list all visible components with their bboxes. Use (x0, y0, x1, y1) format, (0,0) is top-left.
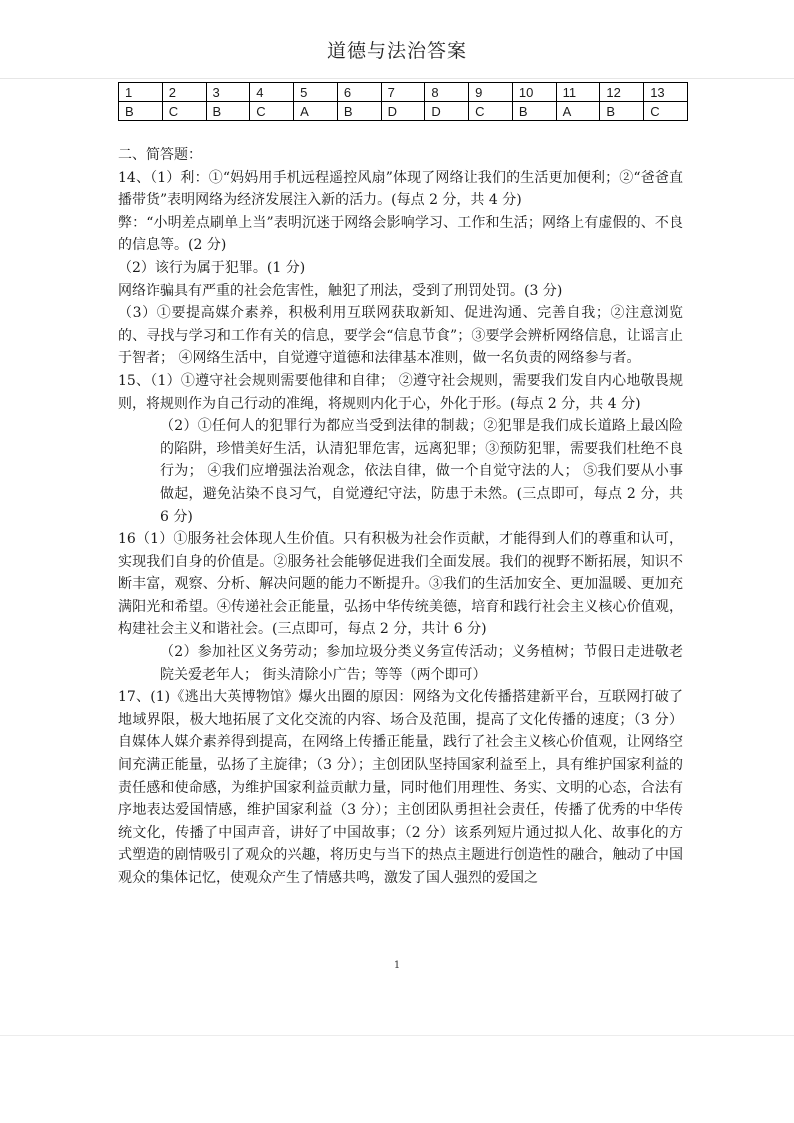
page-header (0, 0, 794, 79)
answer-cell: B (206, 102, 250, 121)
question-number-cell: 5 (294, 83, 338, 102)
answer-paragraph: 15、（1）①遵守社会规则需要他律和自律； ②遵守社会规则，需要我们发自内心地敬畏规则，将规则作为自己行动的准绳，将规则内化于心，外化于形。(每点 2 分，共 4 分) (118, 372, 683, 412)
document-title: 道德与法治答案 (326, 40, 467, 62)
question-number-cell: 6 (337, 83, 381, 102)
question-number-cell: 7 (381, 83, 425, 102)
question-number-cell: 4 (250, 83, 294, 102)
answer-cell: C (250, 102, 294, 121)
answer-paragraph: （2）该行为属于犯罪。(1 分) (118, 259, 306, 276)
answer-paragraph: （3）①要提高媒介素养，积极利用互联网获取新知、促进沟通、完善自我；②注意浏览的、寻找与学习和工作有关的信息，要学会“信息节食”；③要学会辨析网络信息，让谣言止于智者； ④网络生活中，自觉遵守道德和法律基本准则，做一名负责的网络参与者。 (118, 305, 683, 367)
answer-paragraph: 16（1）①服务社会体现人生价值。只有积极为社会作贡献，才能得到人们的尊重和认可，实现我们自身的价值是。②服务社会能够促进我们全面发展。我们的视野不断拓展，知识不断丰富，观察、分析、解决问题的能力不断提升。③我们的生活加安全、更加温暖、更加充满阳光和希望。④传递社会正能量，弘扬中华传统美德，培育和践行社会主义核心价值观，构建社会主义和谐社会。(三点即可，每点 2 分，共计 6 分) (118, 531, 683, 638)
answer-cell: B (119, 102, 163, 121)
question-number-cell: 9 (469, 83, 513, 102)
question-number-cell: 1 (119, 83, 163, 102)
question-number-cell: 2 (162, 83, 206, 102)
answer-content (118, 144, 683, 890)
answer-cell: A (556, 102, 600, 121)
answer-paragraph: 14、（1）利：①“妈妈用手机远程遥控风扇”体现了网络让我们的生活更加便利；②“爸爸直播带货”表明网络为经济发展注入新的活力。(每点 2 分，共 4 分) (118, 169, 683, 209)
answer-key-table (118, 82, 688, 121)
question-number-cell: 11 (556, 83, 600, 102)
answer-paragraphs (118, 167, 683, 890)
answer-cell: A (294, 102, 338, 121)
answer-paragraph: （2）参加社区义务劳动；参加垃圾分类义务宣传活动；义务植树；节假日走进敬老院关爱老年人； 街头清除小广告；等等（两个即可） (160, 644, 683, 683)
section-title: 二、简答题： (118, 147, 202, 163)
question-number-row (119, 83, 688, 102)
answer-cell: C (644, 102, 688, 121)
question-number-cell: 3 (206, 83, 250, 102)
question-number-cell: 13 (644, 83, 688, 102)
question-number-cell: 12 (600, 83, 644, 102)
answer-cell: D (425, 102, 469, 121)
answer-cell: B (337, 102, 381, 121)
answer-cell: C (469, 102, 513, 121)
page-divider (0, 1035, 794, 1036)
answer-paragraph: 弊：“小明差点刷单上当”表明沉迷于网络会影响学习、工作和生活；网络上有虚假的、不良的信息等。(2 分) (118, 214, 683, 254)
answer-paragraph: 网络诈骗具有严重的社会危害性，触犯了刑法，受到了刑罚处罚。(3 分) (118, 282, 563, 299)
question-number-cell: 8 (425, 83, 469, 102)
answer-cell: B (600, 102, 644, 121)
answer-row (119, 102, 688, 121)
page-number: 1 (393, 960, 401, 971)
answer-cell: D (381, 102, 425, 121)
answer-paragraph: （2）①任何人的犯罪行为都应当受到法律的制裁；②犯罪是我们成长道路上最凶险的陷阱，珍惜美好生活，认清犯罪危害，远离犯罪；③预防犯罪，需要我们杜绝不良行为； ④我们应增强法治观念，依法自律，做一个自觉守法的人； ⑤我们要从小事做起，避免沾染不良习气，自觉遵纪守法，防患于未然。(三点即可，每点 2 分，共 6 分) (160, 418, 683, 525)
answer-cell: C (162, 102, 206, 121)
answer-paragraph: 17、(1)《逃出大英博物馆》爆火出圈的原因：网络为文化传播搭建新平台，互联网打破了地域界限，极大地拓展了文化交流的内容、场合及范围，提高了文化传播的速度；（3 分）自媒体人媒介素养得到提高，在网络上传播正能量，践行了社会主义核心价值观，让网络空间充满正能量，弘扬了主旋律；（3 分）；主创团队坚持国家利益至上，具有维护国家利益的责任感和使命感，为维护国家利益贡献力量，同时他们用理性、务实、文明的心态，合法有序地表达爱国情感，维护国家利益（3 分）；主创团队勇担社会责任，传播了优秀的中华传统文化，传播了中国声音，讲好了中国故事；（2 分）该系列短片通过拟人化、故事化的方式塑造的剧情吸引了观众的兴趣，将历史与当下的热点主题进行创造性的融合，触动了中国观众的集体记忆，使观众产生了情感共鸣，激发了国人强烈的爱国之 (118, 689, 683, 886)
answer-cell: B (512, 102, 556, 121)
question-number-cell: 10 (512, 83, 556, 102)
